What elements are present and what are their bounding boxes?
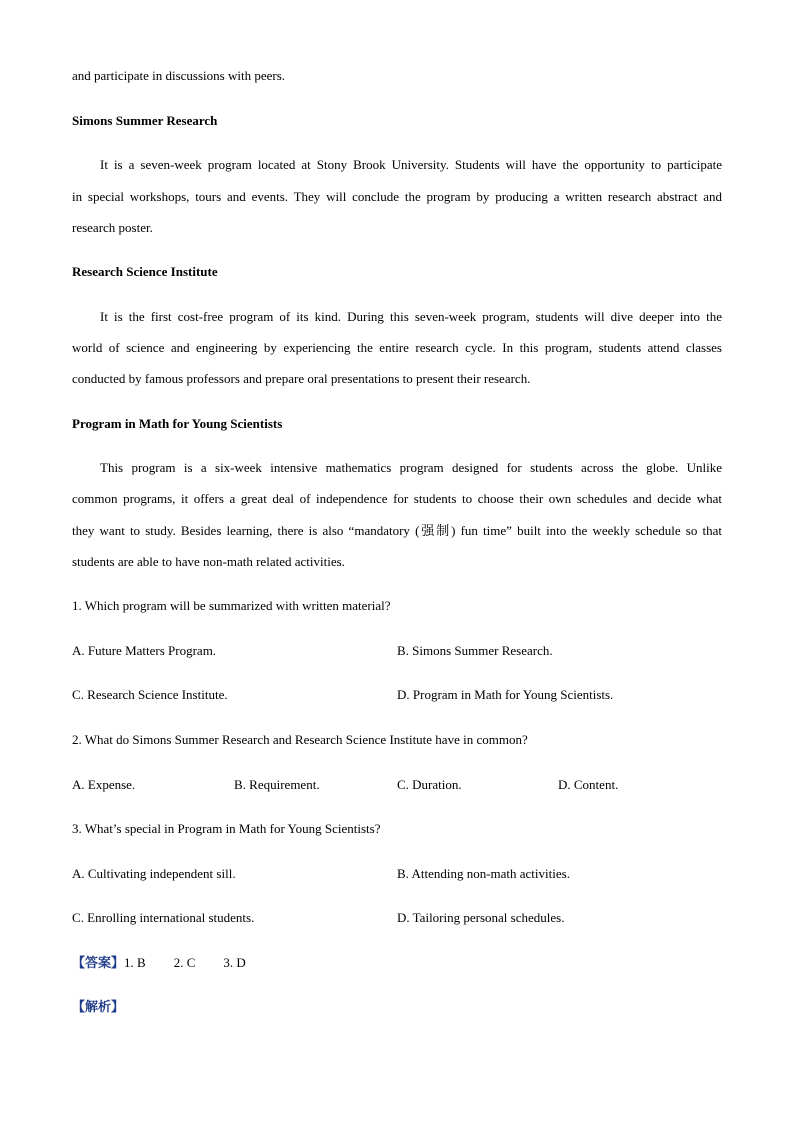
section-heading-math: Program in Math for Young Scientists (72, 416, 283, 431)
option-c: C. Enrolling international students. (72, 910, 255, 925)
question-stem: 1. Which program will be summarized with written material? (72, 598, 391, 613)
option-b: B. Simons Summer Research. (397, 643, 553, 658)
paragraph-line: students are able to have non-math related activities. (72, 554, 345, 569)
paragraph-line: conducted by famous professors and prepare oral presentations to present their research. (72, 371, 531, 386)
option-b: B. Attending non-math activities. (397, 866, 570, 881)
question-stem: 2. What do Simons Summer Research and Research Science Institute have in common? (72, 732, 528, 747)
paragraph-line: This program is a six-week intensive mathematics program designed for students across the globe. Unlike (100, 460, 722, 475)
option-d: D. Content. (558, 777, 619, 792)
option-a: A. Expense. (72, 777, 136, 792)
section-heading-rsi: Research Science Institute (72, 264, 218, 279)
paragraph-line: research poster. (72, 220, 153, 235)
paragraph-line: It is a seven-week program located at Stony Brook University. Students will have the opportunity to participate (100, 157, 722, 172)
answer-item: 2. C (173, 955, 196, 970)
paragraph-line: world of science and engineering by experiencing the entire research cycle. In this program, students attend classes (72, 340, 722, 355)
answer-label: 【答案】 (72, 955, 125, 970)
option-d: D. Tailoring personal schedules. (397, 910, 565, 925)
paragraph-line: It is the first cost-free program of its kind. During this seven-week program, students will dive deeper into the (100, 309, 722, 324)
question-stem: 3. What’s special in Program in Math for Young Scientists? (72, 821, 381, 836)
option-a: A. Cultivating independent sill. (72, 866, 236, 881)
answer-row (72, 955, 246, 971)
option-c: C. Research Science Institute. (72, 687, 228, 702)
intro-tail-line: and participate in discussions with peers. (72, 68, 286, 83)
option-b: B. Requirement. (234, 777, 320, 792)
answer-item: 3. D (223, 955, 246, 970)
section-heading-simons: Simons Summer Research (72, 113, 218, 128)
answer-item: 1. B (124, 955, 146, 970)
option-a: A. Future Matters Program. (72, 643, 217, 658)
paragraph-line: they want to study. Besides learning, there is also “mandatory (强制) fun time” built into the weekly schedule so that (72, 523, 722, 538)
option-c: C. Duration. (397, 777, 462, 792)
analysis-label: 【解析】 (72, 999, 125, 1014)
paragraph-line: common programs, it offers a great deal of independence for students to choose their own schedules and decide what (72, 491, 722, 506)
paragraph-line: in special workshops, tours and events. They will conclude the program by producing a written research abstract and (72, 189, 722, 204)
option-d: D. Program in Math for Young Scientists. (397, 687, 614, 702)
